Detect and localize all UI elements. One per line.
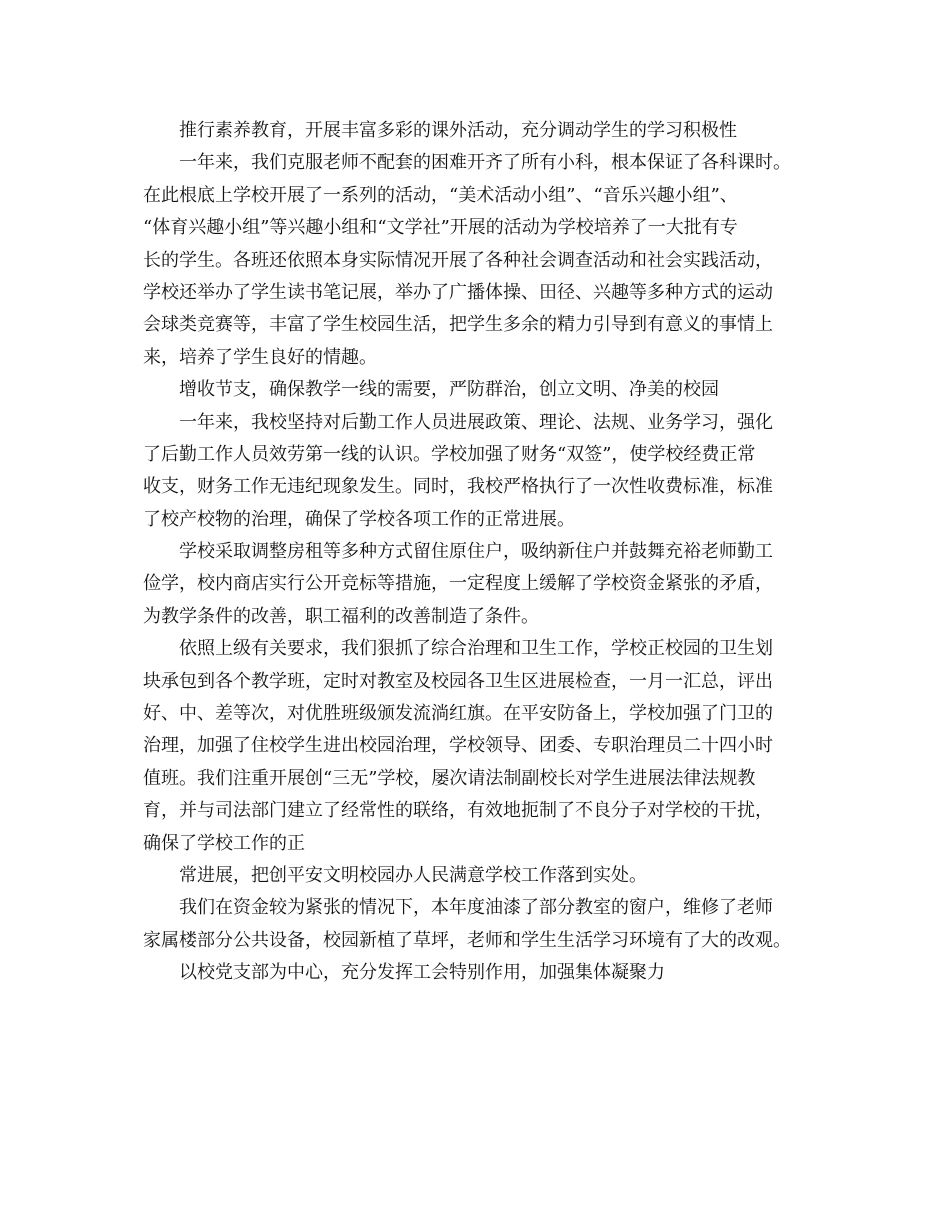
document-body: [143, 115, 823, 990]
text-line: “体育兴趣小组”等兴趣小组和“文学社”开展的活动为学校培养了一大批有专: [143, 217, 738, 239]
text-line: 以校党支部为中心，充分发挥工会特别作用，加强集体凝聚力: [179, 962, 665, 984]
text-line: 为教学条件的改善，职工福利的改善制造了条件。: [143, 605, 539, 627]
text-line: 俭学，校内商店实行公开竞标等措施，一定程度上缓解了学校资金紧张的矛盾，: [143, 573, 773, 595]
text-line: 治理，加强了住校学生进出校园治理，学校领导、团委、专职治理员二十四小时: [143, 735, 773, 757]
text-line: 好、中、差等次，对优胜班级颁发流淌红旗。在平安防备上，学校加强了门卫的: [143, 703, 773, 725]
text-line: 块承包到各个教学班，定时对教室及校园各卫生区进展检查，一月一汇总，评出: [143, 670, 773, 692]
text-line: 育，并与司法部门建立了经常性的联络，有效地扼制了不良分子对学校的干扰，: [143, 800, 773, 822]
text-line: 值班。我们注重开展创“三无”学校，屡次请法制副校长对学生进展法律法规教: [143, 767, 756, 789]
text-line: 我们在资金较为紧张的情况下，本年度油漆了部分教室的窗户，维修了老师: [179, 897, 773, 919]
text-line: 推行素养教育，开展丰富多彩的课外活动，充分调动学生的学习积极性: [179, 120, 737, 141]
text-line: 一年来，我们克服老师不配套的困难开齐了所有小科，根本保证了各科课时。: [179, 152, 791, 174]
text-line: 一年来，我校坚持对后勤工作人员进展政策、理论、法规、业务学习，强化: [179, 411, 773, 433]
text-line: 来，培养了学生良好的情趣。: [143, 346, 377, 368]
text-line: 学校采取调整房租等多种方式留住原住户，吸纳新住户并鼓舞充裕老师勤工: [179, 541, 773, 563]
text-line: 确保了学校工作的正: [143, 832, 305, 854]
text-line: 长的学生。各班还依照本身实际情况开展了各种社会调查活动和社会实践活动，: [143, 249, 773, 271]
text-line: 在此根底上学校开展了一系列的活动，“美术活动小组”、“音乐兴趣小组”、: [143, 184, 738, 206]
text-line: 了后勤工作人员效劳第一线的认识。学校加强了财务“双签”，使学校经费正常: [143, 443, 756, 465]
text-line: 了校产校物的治理，确保了学校各项工作的正常进展。: [143, 508, 575, 530]
text-line: 依照上级有关要求，我们狠抓了综合治理和卫生工作，学校正校园的卫生划: [179, 638, 773, 660]
text-line: 增收节支，确保教学一线的需要，严防群治，创立文明、净美的校园: [179, 379, 719, 401]
text-line: 常进展，把创平安文明校园办人民满意学校工作落到实处。: [179, 864, 647, 886]
text-line: 会球类竞赛等，丰富了学生校园生活，把学生多余的精力引导到有意义的事情上: [143, 314, 773, 336]
text-line: 家属楼部分公共设备，校园新植了草坪，老师和学生生活学习环境有了大的改观。: [143, 929, 791, 951]
text-line: 收支，财务工作无违纪现象发生。同时，我校严格执行了一次性收费标准，标准: [143, 476, 773, 498]
text-line: 学校还举办了学生读书笔记展，举办了广播体操、田径、兴趣等多种方式的运动: [143, 281, 773, 303]
